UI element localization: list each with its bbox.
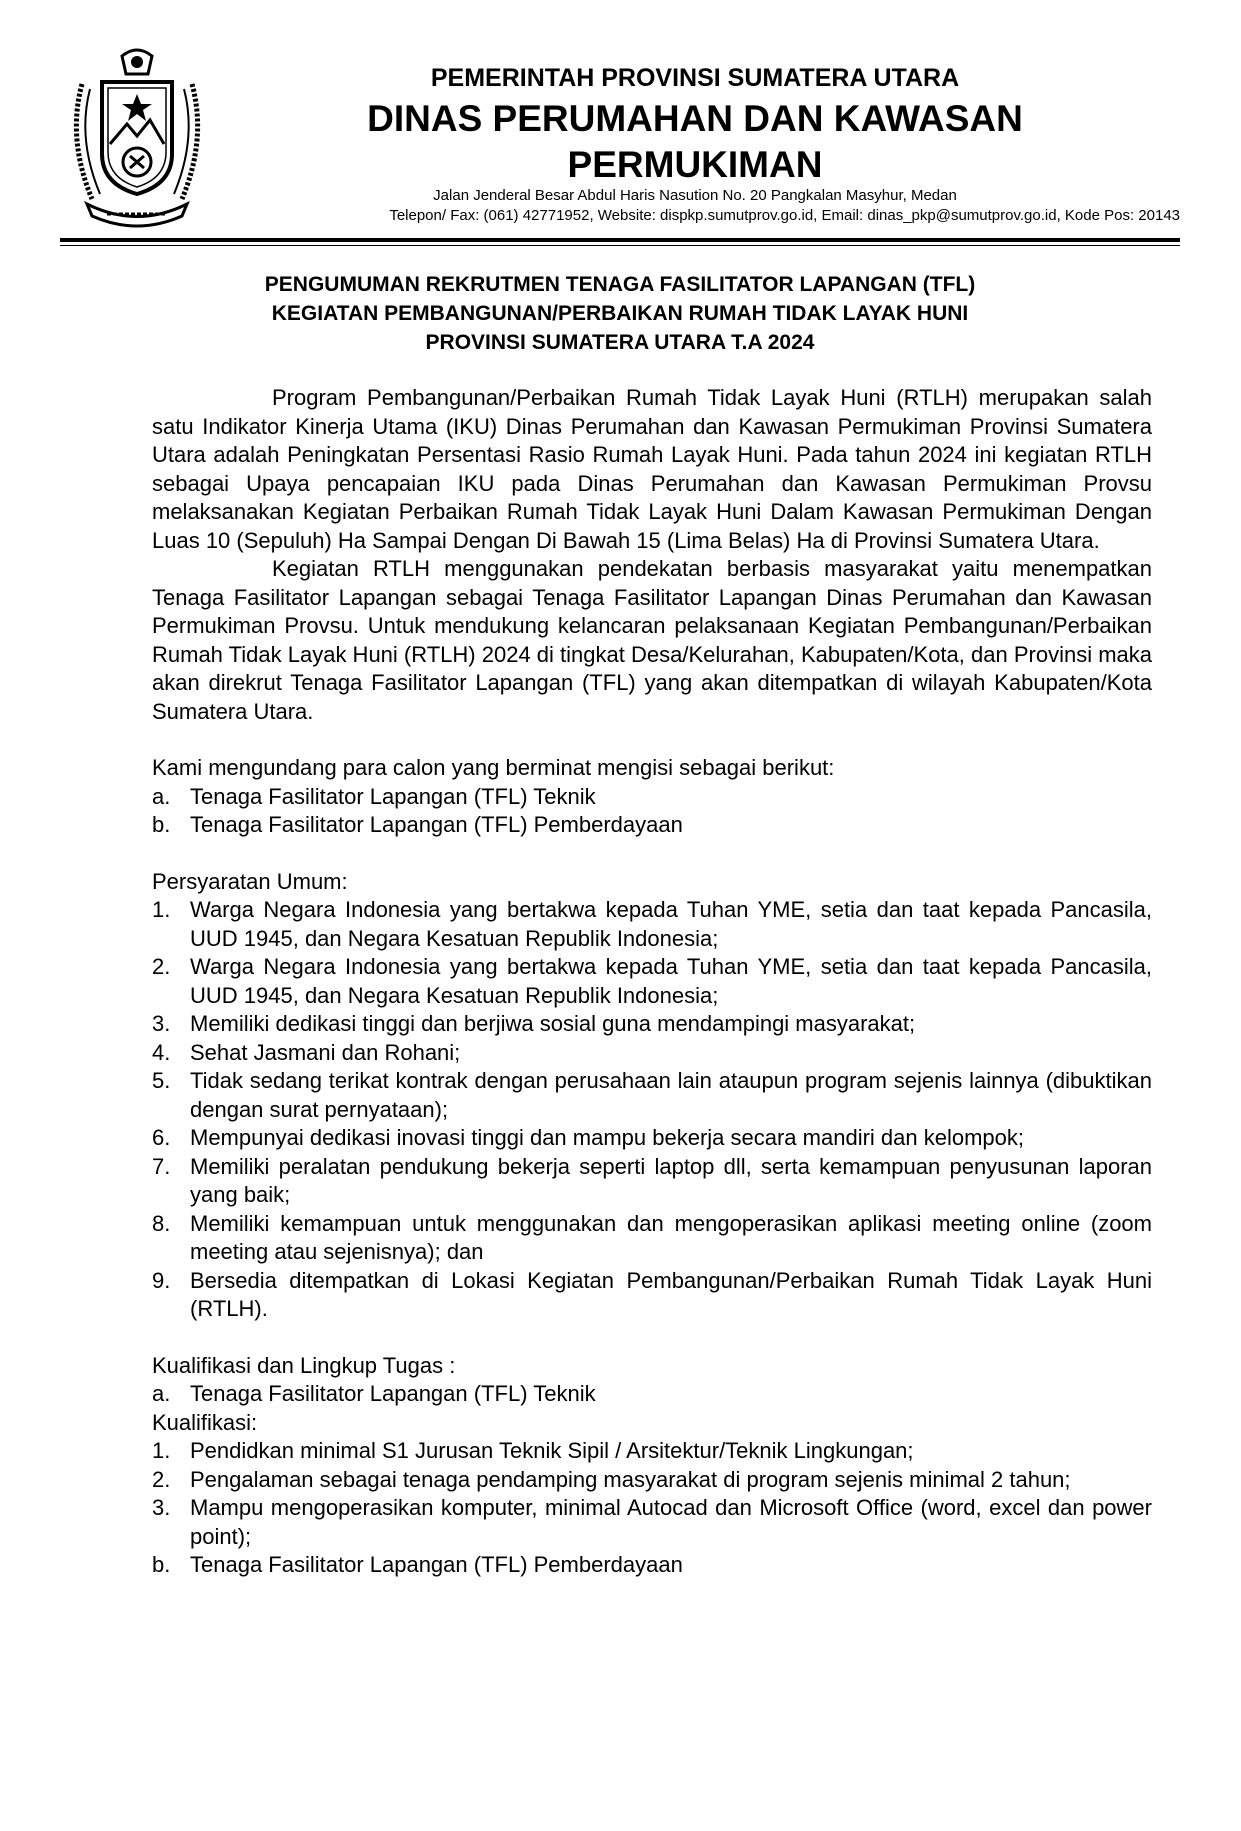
list-item: 3. Mampu mengoperasikan komputer, minimal Autocad dan Microsoft Office (word, excel dan power point); — [152, 1495, 1152, 1549]
list-item: b. Tenaga Fasilitator Lapangan (TFL) Pemberdayaan — [152, 1552, 683, 1577]
letterhead-divider-thick — [60, 238, 1180, 242]
government-name: PEMERINTAH PROVINSI SUMATERA UTARA — [430, 64, 960, 92]
list-item: 3. Memiliki dedikasi tinggi dan berjiwa sosial guna mendampingi masyarakat; — [152, 1011, 916, 1036]
agency-name-line1: DINAS PERUMAHAN DAN KAWASAN — [367, 98, 1023, 139]
general-requirements-heading: Persyaratan Umum: — [152, 868, 348, 894]
paragraph-intro: Program Pembangunan/Perbaikan Rumah Tidak Layak Huni (RTLH) merupakan salah satu Indikator Kinerja Utama (IKU) Dinas Perumahan dan Kawasan Permukiman Provinsi Sumatera Utara adalah Peningkatan Persentasi Rasio Rumah Layak Huni. Pada tahun 2024 ini kegiatan RTLH sebagai Upaya pencapaian IKU pada Dinas Perumahan dan Kawasan Permukiman Provsu melaksanakan Kegiatan Perbaikan Rumah Tidak Layak Huni Dalam Kawasan Permukiman Dengan Luas 10 (Sepuluh) Ha Sampai Dengan Di Bawah 15 (Lima Belas) Ha di Provinsi Sumatera Utara. — [152, 385, 1152, 553]
qualifications-heading: Kualifikasi dan Lingkup Tugas : — [152, 1352, 456, 1378]
letterhead-divider-thin — [60, 245, 1180, 246]
list-item: 5. Tidak sedang terikat kontrak dengan perusahaan lain ataupun program sejenis lainnya (dibuktikan dengan surat pernyataan); — [152, 1068, 1152, 1122]
qualifications-subheading: Kualifikasi: — [152, 1409, 258, 1435]
list-item: 2. Warga Negara Indonesia yang bertakwa kepada Tuhan YME, setia dan taat kepada Pancasila, UUD 1945, dan Negara Kesatuan Republik Indonesia; — [152, 954, 1152, 1008]
agency-name-line2: PERMUKIMAN — [567, 144, 823, 185]
list-item: 9. Bersedia ditempatkan di Lokasi Kegiatan Pembangunan/Perbaikan Rumah Tidak Layak Huni (RTLH). — [152, 1267, 1152, 1321]
list-item: 4. Sehat Jasmani dan Rohani; — [152, 1039, 461, 1065]
list-item: a. Tenaga Fasilitator Lapangan (TFL) Teknik — [152, 1381, 596, 1406]
invitation-intro: Kami mengundang para calon yang berminat mengisi sebagai berikut: — [152, 755, 835, 780]
list-item: 8. Memiliki kemampuan untuk menggunakan dan mengoperasikan aplikasi meeting online (zoom meeting atau sejenisnya); dan — [152, 1210, 1152, 1264]
announcement-title — [100, 270, 1140, 357]
agency-contact: Telepon/ Fax: (061) 42771952, Website: dispkp.sumutprov.go.id, Email: dinas_pkp@sumutprov.go.id, Kode Pos: 20143 — [389, 207, 1180, 224]
list-item: 6. Mempunyai dedikasi inovasi tinggi dan mampu bekerja secara mandiri dan kelompok; — [152, 1125, 1024, 1150]
list-item: a. Tenaga Fasilitator Lapangan (TFL) Teknik — [152, 783, 596, 809]
title-line3: PROVINSI SUMATERA UTARA T.A 2024 — [425, 331, 815, 354]
list-item: 1. Warga Negara Indonesia yang bertakwa kepada Tuhan YME, setia dan taat kepada Pancasila, UUD 1945, dan Negara Kesatuan Republik Indonesia; — [152, 897, 1152, 951]
list-item: b. Tenaga Fasilitator Lapangan (TFL) Pemberdayaan — [152, 812, 683, 837]
agency-address: Jalan Jenderal Besar Abdul Haris Nasution No. 20 Pangkalan Masyhur, Medan — [433, 187, 957, 204]
title-line2: KEGIATAN PEMBANGUNAN/PERBAIKAN RUMAH TIDAK LAYAK HUNI — [271, 302, 969, 325]
announcement-body — [152, 384, 1152, 1580]
list-item: 7. Memiliki peralatan pendukung bekerja seperti laptop dll, serta kemampuan penyusunan laporan yang baik; — [152, 1153, 1152, 1207]
list-item: 1. Pendidkan minimal S1 Jurusan Teknik Sipil / Arsitektur/Teknik Lingkungan; — [152, 1438, 914, 1463]
list-item: 2. Pengalaman sebagai tenaga pendamping masyarakat di program sejenis minimal 2 tahun; — [152, 1466, 1071, 1492]
paragraph-approach: Kegiatan RTLH menggunakan pendekatan berbasis masyarakat yaitu menempatkan Tenaga Fasilitator Lapangan sebagai Tenaga Fasilitator Lapangan Dinas Perumahan dan Kawasan Permukiman Provsu. Untuk mendukung kelancaran pelaksanaan Kegiatan Pembangunan/Perbaikan Rumah Tidak Layak Huni (RTLH) 2024 di tingkat Desa/Kelurahan, Kabupaten/Kota, dan Provinsi maka akan direkrut Tenaga Fasilitator Lapangan (TFL) yang akan ditempatkan di wilayah Kabupaten/Kota Sumatera Utara. — [152, 556, 1152, 724]
title-line1: PENGUMUMAN REKRUTMEN TENAGA FASILITATOR LAPANGAN (TFL) — [264, 273, 976, 296]
